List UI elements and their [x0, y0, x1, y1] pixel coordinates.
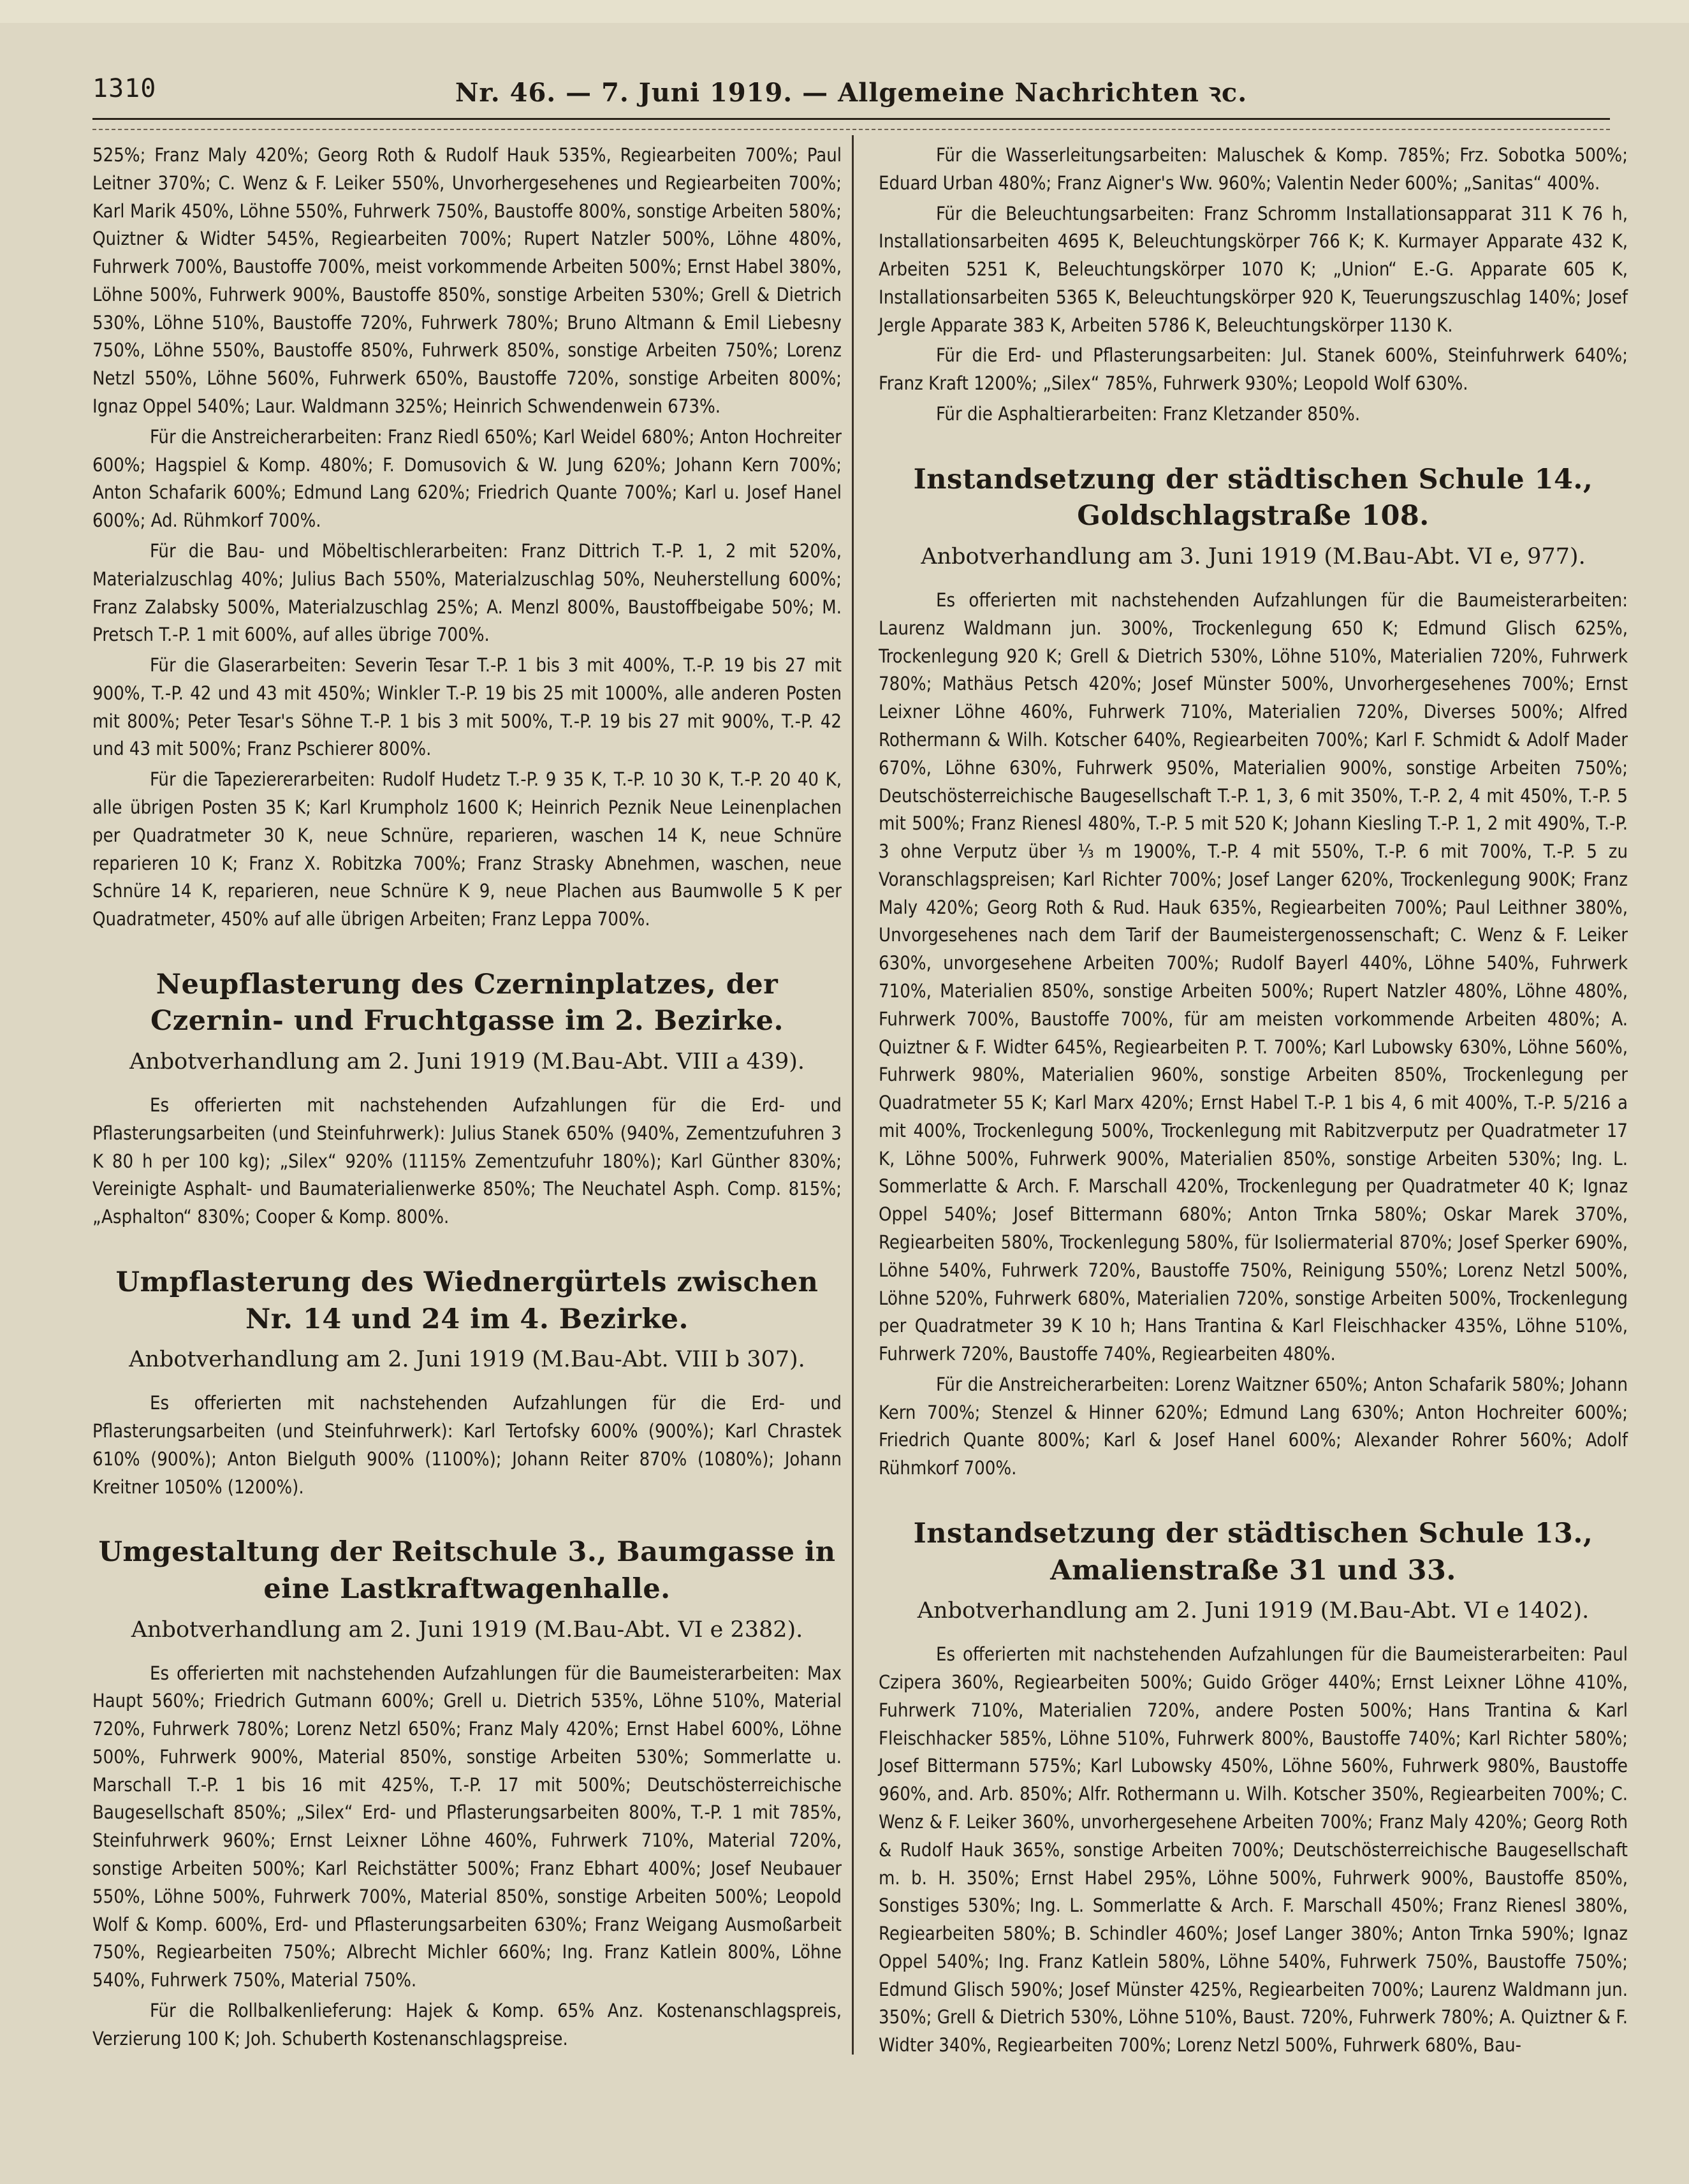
- article-subheadline: Anbotverhandlung am 3. Juni 1919 (M.Bau-Abt. VI e, 977).: [921, 544, 1586, 570]
- paragraph: Es offerierten mit nachstehenden Aufzahlungen für die Erd- und Pflasterungsarbeiten (und Steinfuhrwerk): Karl Tertofsky 600% (900%); Karl Chrastek 610% (900%); Anton Bielguth 900% (1100%); Johann Reiter 870% (1080%); Johann Kreitner 1050% (1200%).: [92, 1392, 842, 1498]
- header-title: Nr. 46. — 7. Juni 1919. — Allgemeine Nachrichten ꝛc.: [455, 78, 1248, 108]
- paragraph: Für die Rollbalkenlieferung: Hajek & Komp. 65% Anz. Kostenanschlagspreis, Verzierung 100 K; Joh. Schuberth Kostenanschlagspreise.: [92, 1999, 842, 2049]
- page-number: 1310: [92, 74, 157, 103]
- article-headline: Neupflasterung des Czerninplatzes, der Czernin- und Fruchtgasse im 2. Bezirke.: [150, 968, 784, 1037]
- article-headline: Umpflasterung des Wiednergürtels zwischen Nr. 14 und 24 im 4. Bezirke.: [115, 1266, 819, 1335]
- article-headline: Instandsetzung der städtischen Schule 13., Amalienstraße 31 und 33.: [913, 1518, 1593, 1587]
- paragraph: Für die Erd- und Pflasterungsarbeiten: Jul. Stanek 600%, Steinfuhrwerk 640%; Franz Kraft 1200%; „Silex“ 785%, Fuhrwerk 930%; Leopold Wolf 630%.: [879, 344, 1628, 395]
- paragraph: 525%; Franz Maly 420%; Georg Roth & Rudolf Hauk 535%, Regiearbeiten 700%; Paul Leitner 370%; C. Wenz & F. Leiker 550%, Unvorhergesehenes und Regiearbeiten 700%; Karl Marik 450%, Löhne 550%, Fuhrwerk 750%, Baustoffe 800%, sonstige Arbeiten 580%; Quiztner & Widter 545%, Regiearbeiten 700%; Rupert Natzler 500%, Löhne 480%, Fuhrwerk 700%, Baustoffe 700%, meist vorkommende Arbeiten 500%; Ernst Habel 380%, Löhne 500%, Fuhrwerk 900%, Baustoffe 850%, sonstige Arbeiten 530%; Grell & Dietrich 530%, Löhne 510%, Baustoffe 720%, Fuhrwerk 780%; Bruno Altmann & Emil Liebesny 750%, Löhne 550%, Baustoffe 850%, Fuhrwerk 850%, sonstige Arbeiten 750%; Lorenz Netzl 550%, Löhne 560%, Fuhrwerk 650%, Baustoffe 720%, sonstige Arbeiten 800%; Ignaz Oppel 540%; Laur. Waldmann 325%; Heinrich Schwendenwein 673%.: [92, 144, 842, 418]
- article-headline: Instandsetzung der städtischen Schule 14., Goldschlagstraße 108.: [913, 463, 1593, 532]
- right-column: [879, 142, 1628, 2062]
- paragraph: Für die Anstreicherarbeiten: Lorenz Waitzner 650%; Anton Schafarik 580%; Johann Kern 700%; Stenzel & Hinner 620%; Edmund Lang 630%; Anton Hochreiter 600%; Friedrich Quante 800%; Karl & Josef Hanel 600%; Alexander Rohrer 560%; Adolf Rühmkorf 700%.: [879, 1373, 1628, 1479]
- paragraph: Für die Glaserarbeiten: Severin Tesar T.-P. 1 bis 3 mit 400%, T.-P. 19 bis 27 mit 900%, T.-P. 42 und 43 mit 450%; Winkler T.-P. 19 bis 25 mit 1000%, alle anderen Posten mit 800%; Peter Tesar's Söhne T.-P. 1 bis 3 mit 500%, T.-P. 19 bis 27 mit 900%, T.-P. 42 und 43 mit 500%; Franz Pschierer 800%.: [92, 654, 842, 760]
- paragraph: Für die Tapeziererarbeiten: Rudolf Hudetz T.-P. 9 35 K, T.-P. 10 30 K, T.-P. 20 40 K, alle übrigen Posten 35 K; Karl Krumpholz 1600 K; Heinrich Peznik Neue Leinenplachen per Quadratmeter 30 K, neue Schnüre, reparieren, waschen 14 K, neue Schnüre reparieren 10 K; Franz X. Robitzka 700%; Franz Strasky Abnehmen, waschen, neue Schnüre 14 K, reparieren, neue Schnüre K 9, neue Plachen aus Baumwolle 5 K per Quadratmeter, 450% auf alle übrigen Arbeiten; Franz Leppa 700%.: [92, 768, 842, 930]
- paragraph: Für die Wasserleitungsarbeiten: Maluschek & Komp. 785%; Frz. Sobotka 500%; Eduard Urban 480%; Franz Aigner's Ww. 960%; Valentin Neder 600%; „Sanitas“ 400%.: [879, 144, 1628, 194]
- paragraph: Es offerierten mit nachstehenden Aufzahlungen für die Baumeisterarbeiten: Laurenz Waldmann jun. 300%, Trockenlegung 650 K; Edmund Glisch 625%, Trockenlegung 920 K; Grell & Dietrich 530%, Löhne 510%, Materialien 720%, Fuhrwerk 780%; Mathäus Petsch 420%; Josef Münster 500%, Unvorhergesehenes 700%; Ernst Leixner Löhne 460%, Fuhrwerk 710%, Materialien 720%, Diverses 500%; Alfred Rothermann & Wilh. Kotscher 640%, Regiearbeiten 700%; Karl F. Schmidt & Adolf Mader 670%, Löhne 630%, Fuhrwerk 950%, Materialien 900%, sonstige Arbeiten 750%; Deutschösterreichische Baugesellschaft T.-P. 1, 3, 6 mit 350%, T.-P. 2, 4 mit 450%, T.-P. 5 mit 500%; Franz Rienesl 480%, T.-P. 5 mit 520 K; Johann Kiesling T.-P. 1, 2 mit 490%, T.-P. 3 ohne Verputz über ⅓ m 1900%, T.-P. 4 mit 550%, T.-P. 6 mit 700%, T.-P. 5 zu Voranschlagspreisen; Karl Richter 700%; Josef Langer 620%, Trockenlegung 900K; Franz Maly 420%; Georg Roth & Rud. Hauk 635%, Regiearbeiten 700%; Paul Leithner 380%, Unvorgesehenes nach dem Tarif der Baumeistergenossenschaft; C. Wenz & F. Leiker 630%, unvorgesehene Arbeiten 700%; Rudolf Bayerl 440%, Löhne 540%, Fuhrwerk 710%, Materialien 850%, sonstige Arbeiten 500%; Rupert Natzler 480%, Löhne 480%, Fuhrwerk 700%, Baustoffe 700%, für am meisten vorkommende Arbeiten 480%; A. Quiztner & F. Widter 645%, Regiearbeiten P. T. 700%; Karl Lubowsky 630%, Löhne 560%, Fuhrwerk 980%, Materialien 960%, sonstige Arbeiten 850%, Trockenlegung per Quadratmeter 55 K; Karl Marx 420%; Ernst Habel T.-P. 1 bis 4, 6 mit 400%, T.-P. 5/216 a mit 400%, Trockenlegung 500%, Trockenlegung mit Rabitzverputz per Quadratmeter 17 K, Löhne 500%, Fuhrwerk 900%, Materialien 850%, sonstige Arbeiten 530%; Ing. L. Sommerlatte & Arch. F. Marschall 420%, Trockenlegung per Quadratmeter 40 K; Ignaz Oppel 540%; Josef Bittermann 680%; Anton Trnka 580%; Oskar Marek 370%, Regiearbeiten 580%, Trockenlegung 580%, für Isoliermaterial 870%; Josef Sperker 690%, Löhne 540%, Fuhrwerk 720%, Baustoffe 750%, Reinigung 550%; Lorenz Netzl 500%, Löhne 520%, Fuhrwerk 680%, Materialien 720%, sonstige Arbeiten 500%, Trockenlegung per Quadratmeter 39 K 10 h; Hans Trantina & Karl Fleischhacker 435%, Löhne 510%, Fuhrwerk 720%, Baustoffe 740%, Regiearbeiten 480%.: [879, 589, 1628, 1365]
- article-subheadline: Anbotverhandlung am 2. Juni 1919 (M.Bau-Abt. VI e 2382).: [131, 1616, 803, 1643]
- paragraph: Für die Anstreicherarbeiten: Franz Riedl 650%; Karl Weidel 680%; Anton Hochreiter 600%; Hagspiel & Komp. 480%; F. Domusovich & W. Jung 620%; Johann Kern 700%; Anton Schafarik 600%; Edmund Lang 620%; Friedrich Quante 700%; Karl u. Josef Hanel 600%; Ad. Rühmkorf 700%.: [92, 425, 842, 532]
- paragraph: Für die Bau- und Möbeltischlerarbeiten: Franz Dittrich T.-P. 1, 2 mit 520%, Materialzuschlag 40%; Julius Bach 550%, Materialzuschlag 50%, Neuherstellung 600%; Franz Zalabsky 500%, Materialzuschlag 25%; A. Menzl 800%, Baustoffbeigabe 50%; M. Pretsch T.-P. 1 mit 600%, auf alles übrige 700%.: [92, 539, 842, 646]
- column-divider: [852, 135, 854, 2055]
- paragraph: Es offerierten mit nachstehenden Aufzahlungen für die Baumeisterarbeiten: Paul Czipera 360%, Regiearbeiten 500%; Guido Gröger 440%; Ernst Leixner Löhne 410%, Fuhrwerk 710%, Materialien 720%, andere Posten 500%; Hans Trantina & Karl Fleischhacker 585%, Löhne 510%, Fuhrwerk 800%, Baustoffe 740%; Karl Richter 580%; Josef Bittermann 575%; Karl Lubowsky 450%, Löhne 560%, Fuhrwerk 980%, Baustoffe 960%, and. Arb. 850%; Alfr. Rothermann u. Wilh. Kotscher 350%, Regiearbeiten 700%; C. Wenz & F. Leiker 360%, unvorhergesehene Arbeiten 700%; Franz Maly 420%; Georg Roth & Rudolf Hauk 365%, sonstige Arbeiten 700%; Deutschösterreichische Baugesellschaft m. b. H. 350%; Ernst Habel 295%, Löhne 500%, Fuhrwerk 900%, Baustoffe 850%, Sonstiges 530%; Ing. L. Sommerlatte & Arch. F. Marschall 450%; Franz Rienesl 380%, Regiearbeiten 580%; B. Schindler 460%; Josef Langer 380%; Anton Trnka 590%; Ignaz Oppel 540%; Ing. Franz Katlein 580%, Löhne 540%, Fuhrwerk 750%, Baustoffe 750%; Edmund Glisch 590%; Josef Münster 425%, Regiearbeiten 700%; Laurenz Waldmann jun. 350%; Grell & Dietrich 530%, Löhne 510%, Baust. 720%, Fuhrwerk 780%; A. Quiztner & F. Widter 340%, Regiearbeiten 700%; Lorenz Netzl 500%, Fuhrwerk 680%, Bau-: [879, 1643, 1628, 2056]
- article-subheadline: Anbotverhandlung am 2. Juni 1919 (M.Bau-Abt. VIII a 439).: [129, 1049, 805, 1075]
- article-subheadline: Anbotverhandlung am 2. Juni 1919 (M.Bau-Abt. VIII b 307).: [129, 1347, 805, 1373]
- page-edge: [0, 0, 1689, 23]
- article-subheadline: Anbotverhandlung am 2. Juni 1919 (M.Bau-Abt. VI e 1402).: [917, 1598, 1590, 1624]
- article-headline: Umgestaltung der Reitschule 3., Baumgasse in eine Lastkraftwagenhalle.: [98, 1536, 836, 1605]
- paragraph: Für die Beleuchtungsarbeiten: Franz Schromm Installationsapparat 311 K 76 h, Installationsarbeiten 4695 K, Beleuchtungskörper 766 K; K. Kurmayer Apparate 432 K, Arbeiten 5251 K, Beleuchtungskörper 1070 K; „Union“ E.-G. Apparate 605 K, Installationsarbeiten 5365 K, Beleuchtungskörper 920 K, Teuerungszuschlag 140%; Josef Jergle Apparate 383 K, Arbeiten 5786 K, Beleuchtungskörper 1130 K.: [879, 202, 1628, 336]
- paragraph: Es offerierten mit nachstehenden Aufzahlungen für die Erd- und Pflasterungsarbeiten (und Steinfuhrwerk): Julius Stanek 650% (940%, Zementzufuhren 3 K 80 h per 100 kg); „Silex“ 920% (1115% Zementzufuhr 180%); Karl Günther 830%; Vereinigte Asphalt- und Baumaterialienwerke 850%; The Neuchatel Asph. Comp. 815%; „Asphalton“ 830%; Cooper & Komp. 800%.: [92, 1094, 842, 1228]
- header-rule: [92, 118, 1610, 130]
- paragraph: Für die Asphaltierarbeiten: Franz Kletzander 850%.: [936, 403, 1361, 425]
- paragraph: Es offerierten mit nachstehenden Aufzahlungen für die Baumeisterarbeiten: Max Haupt 560%; Friedrich Gutmann 600%; Grell u. Dietrich 535%, Löhne 510%, Material 720%, Fuhrwerk 780%; Lorenz Netzl 650%; Franz Maly 420%; Ernst Habel 600%, Löhne 500%, Fuhrwerk 900%, Material 850%, sonstige Arbeiten 530%; Sommerlatte u. Marschall T.-P. 1 bis 16 mit 425%, T.-P. 17 mit 500%; Deutschösterreichische Baugesellschaft 850%; „Silex“ Erd- und Pflasterungsarbeiten 800%, T.-P. 1 mit 785%, Steinfuhrwerk 960%; Ernst Leixner Löhne 460%, Fuhrwerk 710%, Material 720%, sonstige Arbeiten 500%; Karl Reichstätter 500%; Franz Ebhart 400%; Josef Neubauer 550%, Löhne 500%, Fuhrwerk 700%, Material 850%, sonstige Arbeiten 500%; Leopold Wolf & Komp. 600%, Erd- und Pflasterungsarbeiten 630%; Franz Weigang Ausmoßarbeit 750%, Regiearbeiten 750%; Albrecht Michler 660%; Ing. Franz Katlein 800%, Löhne 540%, Fuhrwerk 750%, Material 750%.: [92, 1662, 842, 1991]
- page-header: [92, 69, 1610, 114]
- left-column: [92, 142, 842, 2056]
